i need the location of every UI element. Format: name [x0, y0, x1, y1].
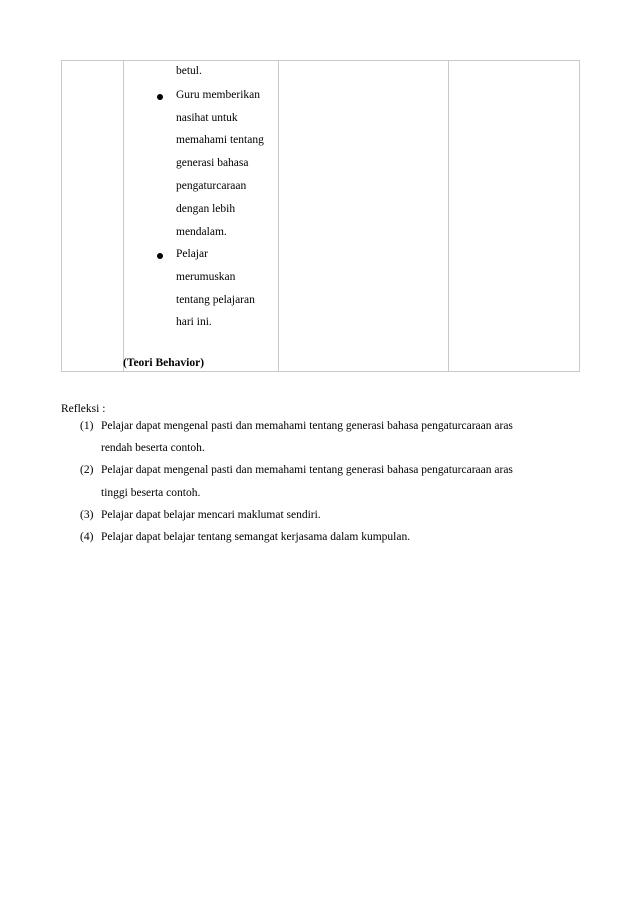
list-item-text: Pelajar dapat mengenal pasti dan memahami tentang generasi bahasa pengaturcaraan aras	[101, 420, 513, 432]
list-item-text: Pelajar dapat belajar tentang semangat kerjasama dalam kumpulan.	[101, 531, 411, 543]
activity-line: Guru memberikan	[176, 89, 260, 101]
table-row	[62, 61, 580, 372]
activity-line: mendalam.	[176, 226, 227, 238]
activity-line: tentang pelajaran	[176, 294, 255, 306]
activity-line: memahami tentang	[176, 134, 264, 146]
reflection-heading: Refleksi :	[61, 403, 106, 415]
activity-line: betul.	[176, 65, 202, 77]
activity-line: merumuskan	[176, 271, 236, 283]
list-item-text: Pelajar dapat belajar mencari maklumat sendiri.	[101, 509, 321, 521]
theory-label: (Teori Behavior)	[123, 357, 205, 369]
activity-line: hari ini.	[176, 316, 212, 328]
activity-line: generasi bahasa	[176, 157, 249, 169]
bullet-icon	[157, 253, 163, 259]
activity-line: dengan lebih	[176, 203, 236, 215]
table-cell-blank-2	[279, 61, 449, 372]
activity-line: pengaturcaraan	[176, 180, 247, 192]
list-item-number: (2)	[80, 464, 94, 476]
activities-content	[124, 61, 278, 371]
list-item-number: (3)	[80, 509, 94, 521]
list-item-number: (4)	[80, 531, 94, 543]
bullet-icon	[157, 94, 163, 100]
table-cell-blank-1	[62, 61, 124, 372]
list-item-text: tinggi beserta contoh.	[101, 487, 201, 499]
activity-line: nasihat untuk	[176, 112, 238, 124]
table-cell-activities	[124, 61, 279, 372]
table-cell-blank-3	[449, 61, 580, 372]
list-item-number: (1)	[80, 420, 94, 432]
list-item-text: Pelajar dapat mengenal pasti dan memahami tentang generasi bahasa pengaturcaraan aras	[101, 464, 513, 476]
activity-line: Pelajar	[176, 248, 208, 260]
list-item-text: rendah beserta contoh.	[101, 442, 205, 454]
lesson-plan-table	[61, 60, 580, 372]
